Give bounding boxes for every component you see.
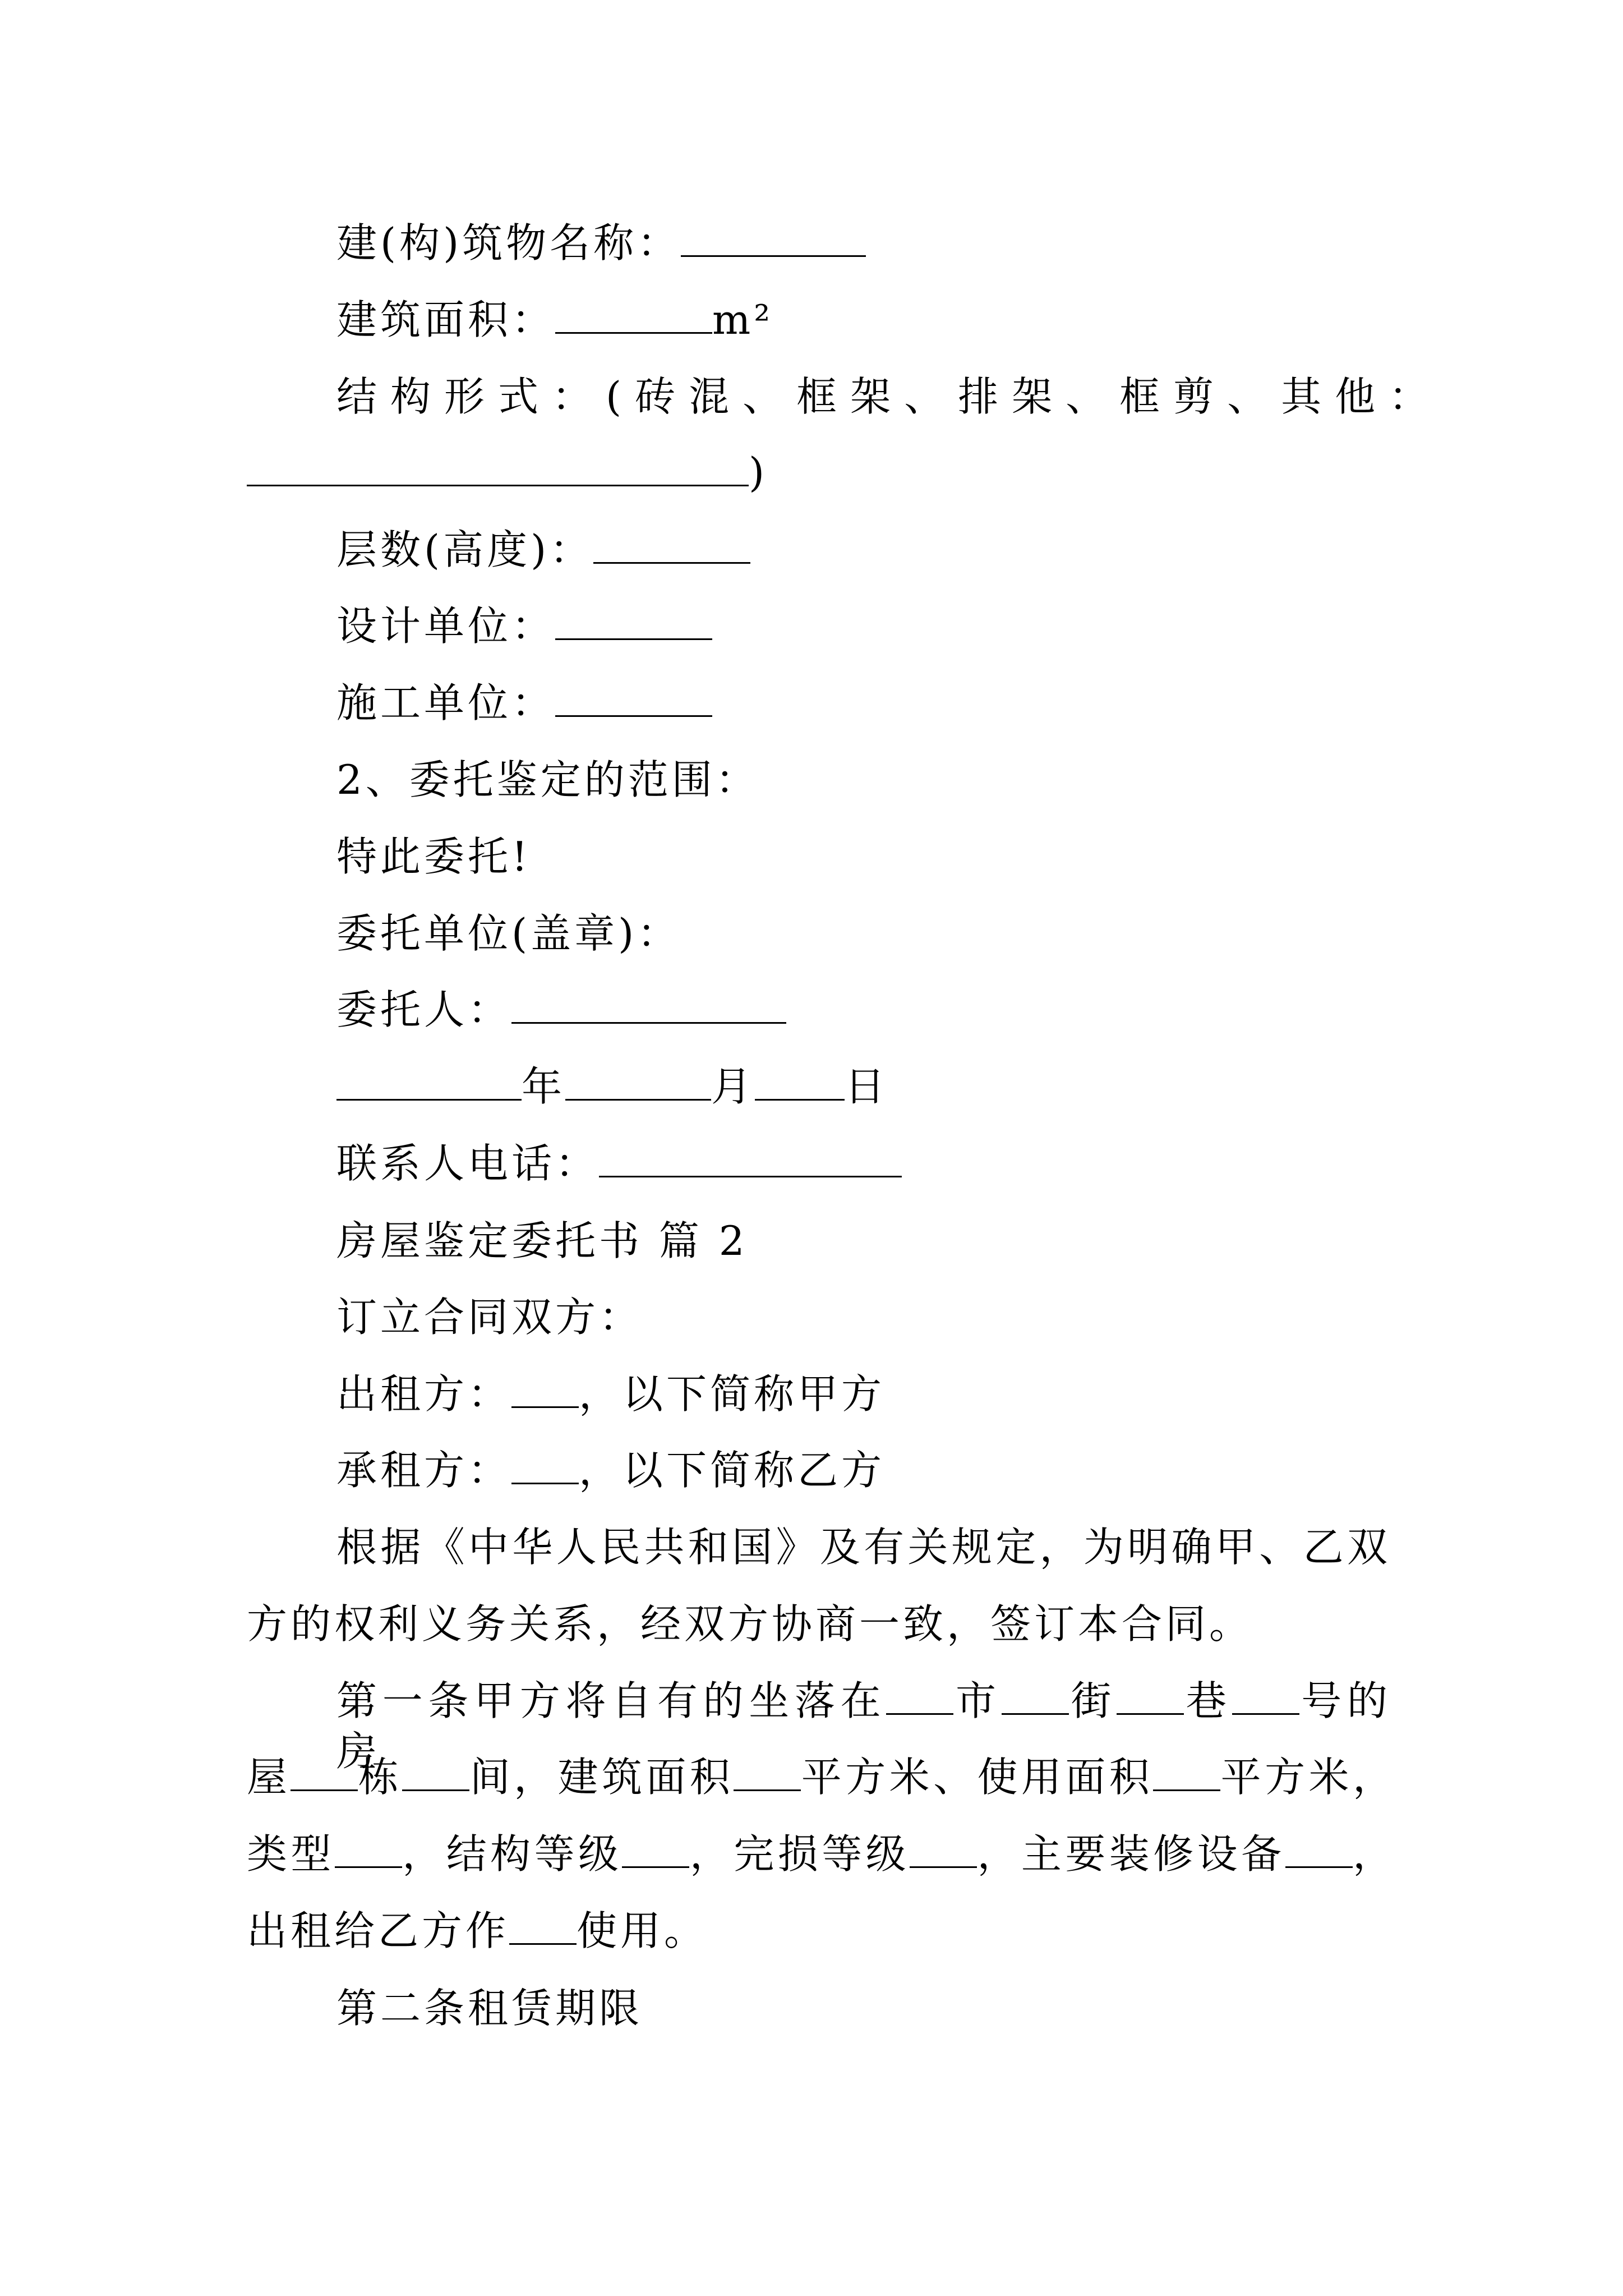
floors-label: 层数(高度)：	[336, 526, 594, 573]
lessee-line	[336, 1445, 1402, 1496]
basis-line-2	[247, 1599, 1396, 1649]
structure-other-blank[interactable]	[247, 450, 749, 486]
month-blank[interactable]	[565, 1064, 711, 1101]
client-unit-text: 委托单位(盖章)：	[336, 910, 681, 957]
lessor-label: 出租方：	[336, 1370, 512, 1418]
structure-grade-blank[interactable]	[622, 1832, 689, 1868]
building-name-label: 建(构)筑物名称：	[336, 219, 681, 266]
section-heading-text: 房屋鉴定委托书 篇 2	[336, 1217, 748, 1264]
construction-area-blank[interactable]	[734, 1755, 801, 1791]
design-unit-line	[336, 601, 1402, 651]
article1-n: ，主要装修设备	[977, 1830, 1285, 1878]
month-label: 月	[711, 1063, 755, 1110]
hereby-line	[336, 831, 1402, 882]
article1-d: 巷	[1184, 1677, 1232, 1724]
contact-phone-line	[336, 1138, 1402, 1189]
client-person-line	[336, 984, 1402, 1035]
condition-grade-blank[interactable]	[910, 1832, 977, 1868]
article1-a: 第一条甲方将自有的坐落在	[336, 1677, 887, 1724]
article1-j: 平方米，	[1220, 1754, 1396, 1801]
contact-phone-label: 联系人电话：	[336, 1140, 600, 1187]
client-person-blank[interactable]	[511, 987, 786, 1024]
article1-line-3	[247, 1829, 1396, 1879]
basis-text-1: 根据《中华人民共和国》及有关规定，为明确甲、乙双	[336, 1524, 1391, 1571]
area-unit: m²	[712, 296, 774, 343]
structure-type-text: 结构形式：(砖混、框架、排架、框剪、其他：	[336, 373, 1443, 420]
scope-text: 2、委托鉴定的范围：	[336, 756, 759, 803]
building-area-line	[336, 295, 1402, 345]
article1-c: 街	[1068, 1677, 1117, 1724]
year-blank[interactable]	[336, 1064, 522, 1101]
client-person-label: 委托人：	[336, 986, 512, 1033]
article1-h: 间，建筑面积	[469, 1754, 734, 1801]
lessee-label: 承租方：	[336, 1447, 512, 1494]
building-area-blank[interactable]	[555, 297, 712, 334]
design-unit-label: 设计单位：	[336, 602, 556, 650]
day-blank[interactable]	[755, 1064, 845, 1101]
construction-unit-line	[336, 678, 1402, 728]
lessee-tail: ，以下简称乙方	[579, 1447, 886, 1494]
building-area-label: 建筑面积：	[336, 296, 556, 343]
lessor-blank[interactable]	[511, 1372, 579, 1408]
street-blank[interactable]	[1002, 1678, 1069, 1715]
building-count-blank[interactable]	[291, 1755, 358, 1791]
parties-line	[336, 1292, 1402, 1342]
construction-unit-blank[interactable]	[555, 680, 712, 717]
article1-g: 栋	[358, 1754, 403, 1801]
article1-b: 市	[953, 1677, 1002, 1724]
building-name-line	[336, 218, 1402, 268]
article2-text: 第二条租赁期限	[336, 1985, 643, 2032]
building-name-blank[interactable]	[681, 220, 866, 257]
structure-close-paren: )	[749, 449, 768, 496]
number-blank[interactable]	[1232, 1678, 1299, 1715]
scope-line	[336, 754, 1402, 805]
article1-o: ，	[1352, 1830, 1396, 1878]
type-blank[interactable]	[335, 1832, 402, 1868]
article1-line-4	[247, 1906, 1396, 1956]
article1-line-2	[247, 1752, 1396, 1802]
article1-m: ，完损等级	[689, 1830, 910, 1878]
date-line	[336, 1061, 1402, 1112]
lessor-line	[336, 1369, 1402, 1419]
year-label: 年	[522, 1063, 566, 1110]
design-unit-blank[interactable]	[555, 604, 712, 640]
city-blank[interactable]	[886, 1678, 953, 1715]
article1-q: 使用。	[577, 1907, 708, 1954]
basis-line-1	[336, 1522, 1391, 1572]
structure-other-line	[247, 447, 1396, 498]
lane-blank[interactable]	[1117, 1678, 1184, 1715]
structure-type-line	[336, 371, 1443, 422]
day-label: 日	[845, 1063, 889, 1110]
article1-l: ，结构等级	[402, 1830, 623, 1878]
floors-line	[336, 524, 1402, 575]
article1-i: 平方米、使用面积	[801, 1754, 1154, 1801]
room-count-blank[interactable]	[402, 1755, 469, 1791]
lessee-blank[interactable]	[511, 1448, 579, 1484]
contact-phone-blank[interactable]	[599, 1141, 902, 1177]
lessor-tail: ，以下简称甲方	[579, 1370, 886, 1418]
equipment-blank[interactable]	[1285, 1832, 1353, 1868]
usable-area-blank[interactable]	[1153, 1755, 1220, 1791]
construction-unit-label: 施工单位：	[336, 679, 556, 726]
use-purpose-blank[interactable]	[509, 1908, 577, 1945]
article1-p: 出租给乙方作	[247, 1907, 510, 1954]
section-heading	[336, 1216, 1402, 1266]
article1-k: 类型	[247, 1830, 335, 1878]
floors-blank[interactable]	[593, 527, 750, 564]
hereby-text: 特此委托!	[336, 833, 531, 880]
client-unit-line	[336, 908, 1402, 959]
article2-line	[336, 1983, 1402, 2033]
article1-e: 号的房	[336, 1677, 1391, 1775]
article1-f: 屋	[247, 1754, 291, 1801]
parties-text: 订立合同双方：	[336, 1294, 643, 1341]
basis-text-2: 方的权利义务关系，经双方协商一致，签订本合同。	[247, 1600, 1253, 1648]
